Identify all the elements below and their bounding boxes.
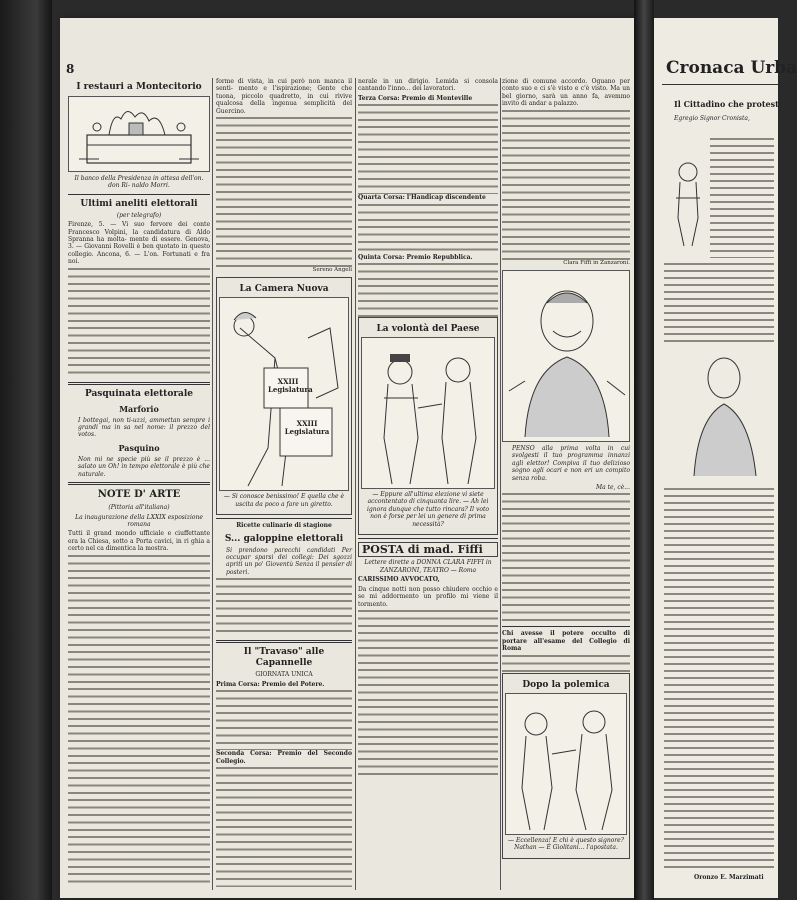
text-block <box>358 204 498 254</box>
arte-sub: (Pittoria all'italiana) <box>108 504 170 512</box>
col3-top-text: nerale in un dirigio. Lemida si consola cantando l'inno... dei lavoratori. <box>358 78 498 93</box>
facing-page <box>654 18 797 898</box>
col2-signature: Sereno Angeli <box>312 267 352 274</box>
text-block <box>664 488 774 868</box>
posta-text: Da cinque notti non posso chiudere occhio e se mi addormento un profilo mi viene il tormento. <box>358 585 498 608</box>
corsa-4: Quarta Corsa: l'Handicap discendente <box>358 194 486 202</box>
cronaca-signature: Oronzo E. Marzimati <box>694 874 764 881</box>
restauri-caption: Il banco della Presidenza in attesa dell'on. don Ri- naldo Morri. <box>74 175 204 190</box>
posta-greeting: CARISSIMO AVVOCATO, <box>358 576 440 584</box>
column-rule <box>355 78 356 890</box>
galoppine-title: S... galoppine elettorali <box>224 533 344 544</box>
volonta-title: La volontà del Paese <box>376 324 480 335</box>
text-block <box>664 263 774 343</box>
text-block <box>68 555 210 885</box>
column-1 <box>68 78 210 890</box>
cronaca-figure <box>668 158 708 248</box>
column-2 <box>216 78 352 890</box>
column-rule <box>212 78 213 890</box>
col4-verse: PENSO alla prima volta in cui svolgesti il tuo programma innanzi agli elettor! Compiva il tuo delizioso sogno agli ocari e non eri un compito senza roba. <box>512 445 630 482</box>
corsa-1: Prima Corsa: Premio del Potere. <box>216 680 325 688</box>
ultimi-text: Firenze, 5. — Vi suo fervore dei conte Francesco Volpini, la candidatura di Aldo Spranna ha molta- mente di essere. Genova, 3. — Giovanni Rovelli è ben quotato in questo collegio. Ancona, 6. — L'on. Fortunati e fra noi. <box>68 221 210 266</box>
posta-banner <box>358 542 498 557</box>
text-block <box>502 110 630 260</box>
text-block <box>216 767 352 887</box>
posta-sub: Lettere dirette a DONNA CLARA FIFFI in ZANZARONI, TEATRO — Roma <box>364 559 492 574</box>
galoppine-verse: Si prendono parecchi candidati Per occupar sparsi dei collegi: Dei sgozzi apriti un po' Gioventù Senza il pensier di posteri. <box>226 546 352 576</box>
cronaca-salute: Egregio Signor Cronista, <box>674 115 750 122</box>
volonta-caption: — Eppure all'ultima elezione vi siete accontentato di cinquanta lire. — Ah lei ignora dunque che tutto rincara? Il voto non è forse per lei un genere di prima necessità? <box>366 491 489 528</box>
pasquino-verse: Non mi ne specie più se il prezzo è ... salato un Oh! in tempo elettorale è più che naturale. <box>78 455 210 478</box>
polemica-cartoon-box <box>502 673 630 859</box>
arte-lead: La inaugurazione della LXXIX esposizione romana <box>75 513 203 528</box>
text-block <box>358 263 498 317</box>
book-gutter <box>634 0 654 900</box>
page-number: 8 <box>66 62 75 76</box>
col4-verse-tag: Ma te, cè... <box>595 484 630 492</box>
marforio-verse: I bottegai, non ti-uzzi, ammettan sempre i grandi ma in sa nel nome: il prezzo del votos. <box>78 416 210 439</box>
col4-top-text: zione di comune accordo. Oguano per conto suo e ci s'è visto e c'è visto. Ma un bel giorno, sarà un anno fa, avemmo invito di andar a palazzo. <box>502 78 630 108</box>
text-block <box>216 117 352 267</box>
corsa-5: Quinta Corsa: Premio Repubblica. <box>358 253 473 261</box>
column-rule <box>500 78 501 890</box>
sign-label-2: XXIII Legislatura <box>284 419 330 436</box>
marforio-label: Marforio <box>119 403 159 414</box>
restauri-title: I restauri a Montecitorio <box>76 82 202 92</box>
bust-illustration <box>502 270 630 442</box>
text-block <box>358 104 498 194</box>
volonta-cartoon-box <box>358 317 498 535</box>
giornata-label: GIORNATA UNICA <box>255 671 313 679</box>
arte-title: NOTE D' ARTE <box>97 489 181 501</box>
sign-label-1: XXIII Legislatura <box>268 377 313 394</box>
ricette-title: Ricette culinarie di stagione <box>236 522 332 530</box>
chi-title: Chi avesse il potere occulto di portare all'esame del Collegio di Roma <box>502 630 630 653</box>
column-4 <box>502 78 630 890</box>
pasquino-label: Pasquino <box>118 442 160 453</box>
travaso-title: Il "Travaso" alle Capannelle <box>243 647 325 669</box>
corsa-2: Seconda Corsa: Premio del Secondo Collegio. <box>216 750 352 765</box>
camera-caption: — Si conosce benissimo! E quella che è uscita da poco a fare un giretto. <box>223 493 345 508</box>
col4-signature: Clara Fiffi in Zanzaroni. <box>563 259 630 266</box>
polemica-title: Dopo la polemica <box>522 679 610 690</box>
ultimi-title: Ultimi aneliti elettorali <box>80 198 198 209</box>
camera-illustration <box>219 297 349 491</box>
camera-title: La Camera Nuova <box>239 284 329 295</box>
col2-top-text: forme di vista, in cui però non manca il senti- mento e l'ispirazione; Gente che tuona, piccolo quadretto, in cui rivive qualcosa della ingenua semplicità del Guercino. <box>216 78 352 115</box>
text-block <box>68 268 210 378</box>
cronaca-title: Cronaca Urba <box>666 58 797 78</box>
pasquinata-title: Pasquinata elettorale <box>84 388 194 399</box>
polemica-caption: — Eccellenza! E chi è questo signore? Nathan — È Giolitani... l'apostata. <box>508 836 624 852</box>
polemica-illustration <box>505 693 627 835</box>
text-block <box>216 578 352 636</box>
text-block <box>502 655 630 673</box>
text-block <box>502 493 630 623</box>
text-block <box>216 690 352 750</box>
scan-edge <box>0 0 52 900</box>
restauri-illustration <box>68 96 210 172</box>
volonta-illustration <box>361 337 495 489</box>
cronaca-subtitle: Il Cittadino che protest <box>674 99 779 109</box>
corsa-3: Terza Corsa: Premio di Monteville <box>358 94 473 102</box>
posta-title: POSTA di mad. Fiffi <box>362 543 483 557</box>
text-block <box>710 138 774 258</box>
cronaca-illustration <box>674 348 770 478</box>
ultimi-sub: (per telegrafo) <box>116 211 162 219</box>
arte-text: Tutti il grand mondo ufficiale e ciuffettante era la Chiesa, sotto a Porta cavici, in ri ghia a certo nel ca dimentica la mostra. <box>68 530 210 553</box>
camera-cartoon-box <box>216 277 352 515</box>
column-3 <box>358 78 498 890</box>
newspaper-page <box>60 18 634 898</box>
text-block <box>358 610 498 780</box>
